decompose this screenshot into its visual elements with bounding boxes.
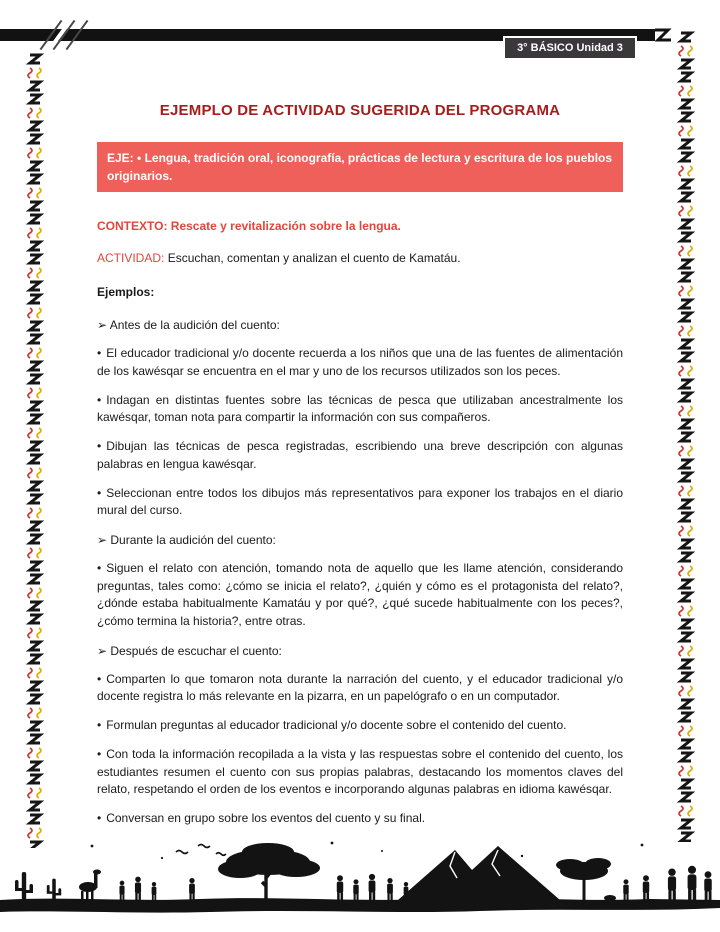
section-heading: ➢ Después de escuchar el cuento: (97, 643, 282, 658)
eje-text: • Lengua, tradición oral, iconografía, prácticas de lectura y escritura de los pueblos originarios. (107, 151, 613, 184)
contexto-label: CONTEXTO: (97, 219, 168, 234)
bullet-text: Dibujan las técnicas de pesca registradas, escribiendo una breve descripción con algunas palabras en lengua kawésqar. (97, 439, 623, 471)
unit-label-badge: 3° BÁSICO Unidad 3 (505, 38, 635, 58)
actividad-line (97, 250, 623, 268)
bullet-text: Siguen el relato con atención, tomando nota de aquello que les llame atención, considerando preguntas, tales como: ¿cómo se inicia el relato?, ¿quién y cómo es el protagonista del relato?, ¿dónde estaba habitualmente Kamatáu y por qué?, ¿qué sucede habitualmente con los peces?, ¿cómo termina la historia?, entre otras. (97, 560, 623, 629)
bullet-text: Indagan en distintas fuentes sobre las técnicas de pesca que utilizaban ancestralmente los kawésqar, toman nota para compartir la información con sus compañeros. (97, 392, 623, 425)
bullet-marker: • (97, 392, 102, 407)
bullet-item (97, 485, 623, 521)
bullet-marker: • (97, 439, 102, 454)
bullet-marker: • (97, 346, 102, 361)
bullet-item (97, 717, 623, 735)
bullet-marker: • (97, 746, 102, 761)
zigzag-join-decoration (655, 27, 677, 45)
section-despues (97, 643, 623, 828)
bullet-item (97, 345, 623, 381)
bullet-text: Comparten lo que tomaron nota durante la narración del cuento, y el educador tradicional y/o docente registra lo más relevante en la pizarra, en un papelógrafo o en un computador. (97, 671, 623, 704)
bullet-item (97, 746, 623, 799)
bullet-marker: • (97, 485, 102, 500)
bullet-item (97, 438, 623, 474)
eje-label: EJE: (107, 151, 134, 166)
bullet-item (97, 392, 623, 428)
footer-illustration (0, 838, 720, 918)
contexto-text: Rescate y revitalización sobre la lengua. (170, 219, 401, 234)
bullet-text: Formulan preguntas al educador tradicional y/o docente sobre el contenido del cuento. (106, 718, 567, 733)
bullet-marker: • (97, 811, 102, 826)
eje-banner (97, 142, 623, 192)
bullet-item (97, 560, 623, 631)
actividad-label: ACTIVIDAD: (97, 250, 165, 265)
bullet-text: Conversan en grupo sobre los eventos del cuento y su final. (106, 811, 426, 826)
bullet-text: El educador tradicional y/o docente recuerda a los niños que una de las fuentes de alimentación de los kawésqar se encuentra en el mar y uno de los recursos utilizados son los peces. (97, 346, 623, 378)
bullet-item (97, 671, 623, 707)
ejemplos-label: Ejemplos: (97, 284, 155, 299)
bullet-text: Seleccionan entre todos los dibujos más representativos para exponer los trabajos en el diario mural del curso. (97, 485, 623, 518)
page-content (97, 100, 623, 839)
left-ornament-border (26, 52, 44, 848)
section-heading: ➢ Durante la audición del cuento: (97, 533, 276, 548)
section-heading: ➢ Antes de la audición del cuento: (97, 318, 280, 333)
actividad-text: Escuchan, comentan y analizan el cuento de Kamatáu. (167, 250, 461, 265)
section-antes (97, 317, 623, 520)
bullet-text: Con toda la información recopilada a la vista y las respuestas sobre el contenido del cuento, los estudiantes resumen el cuento con sus propias palabras, destacando los momentos claves del relato, respetando el orden de los eventos e incorporando algunas palabras en idioma kawésqar. (97, 746, 623, 797)
page-title: EJEMPLO DE ACTIVIDAD SUGERIDA DEL PROGRAMA (159, 102, 561, 119)
right-ornament-border (677, 30, 695, 842)
bullet-marker: • (97, 671, 102, 686)
contexto-line (97, 218, 623, 236)
bullet-marker: • (97, 560, 102, 575)
section-durante (97, 532, 623, 631)
bullet-marker: • (97, 718, 102, 733)
bullet-item (97, 810, 623, 828)
